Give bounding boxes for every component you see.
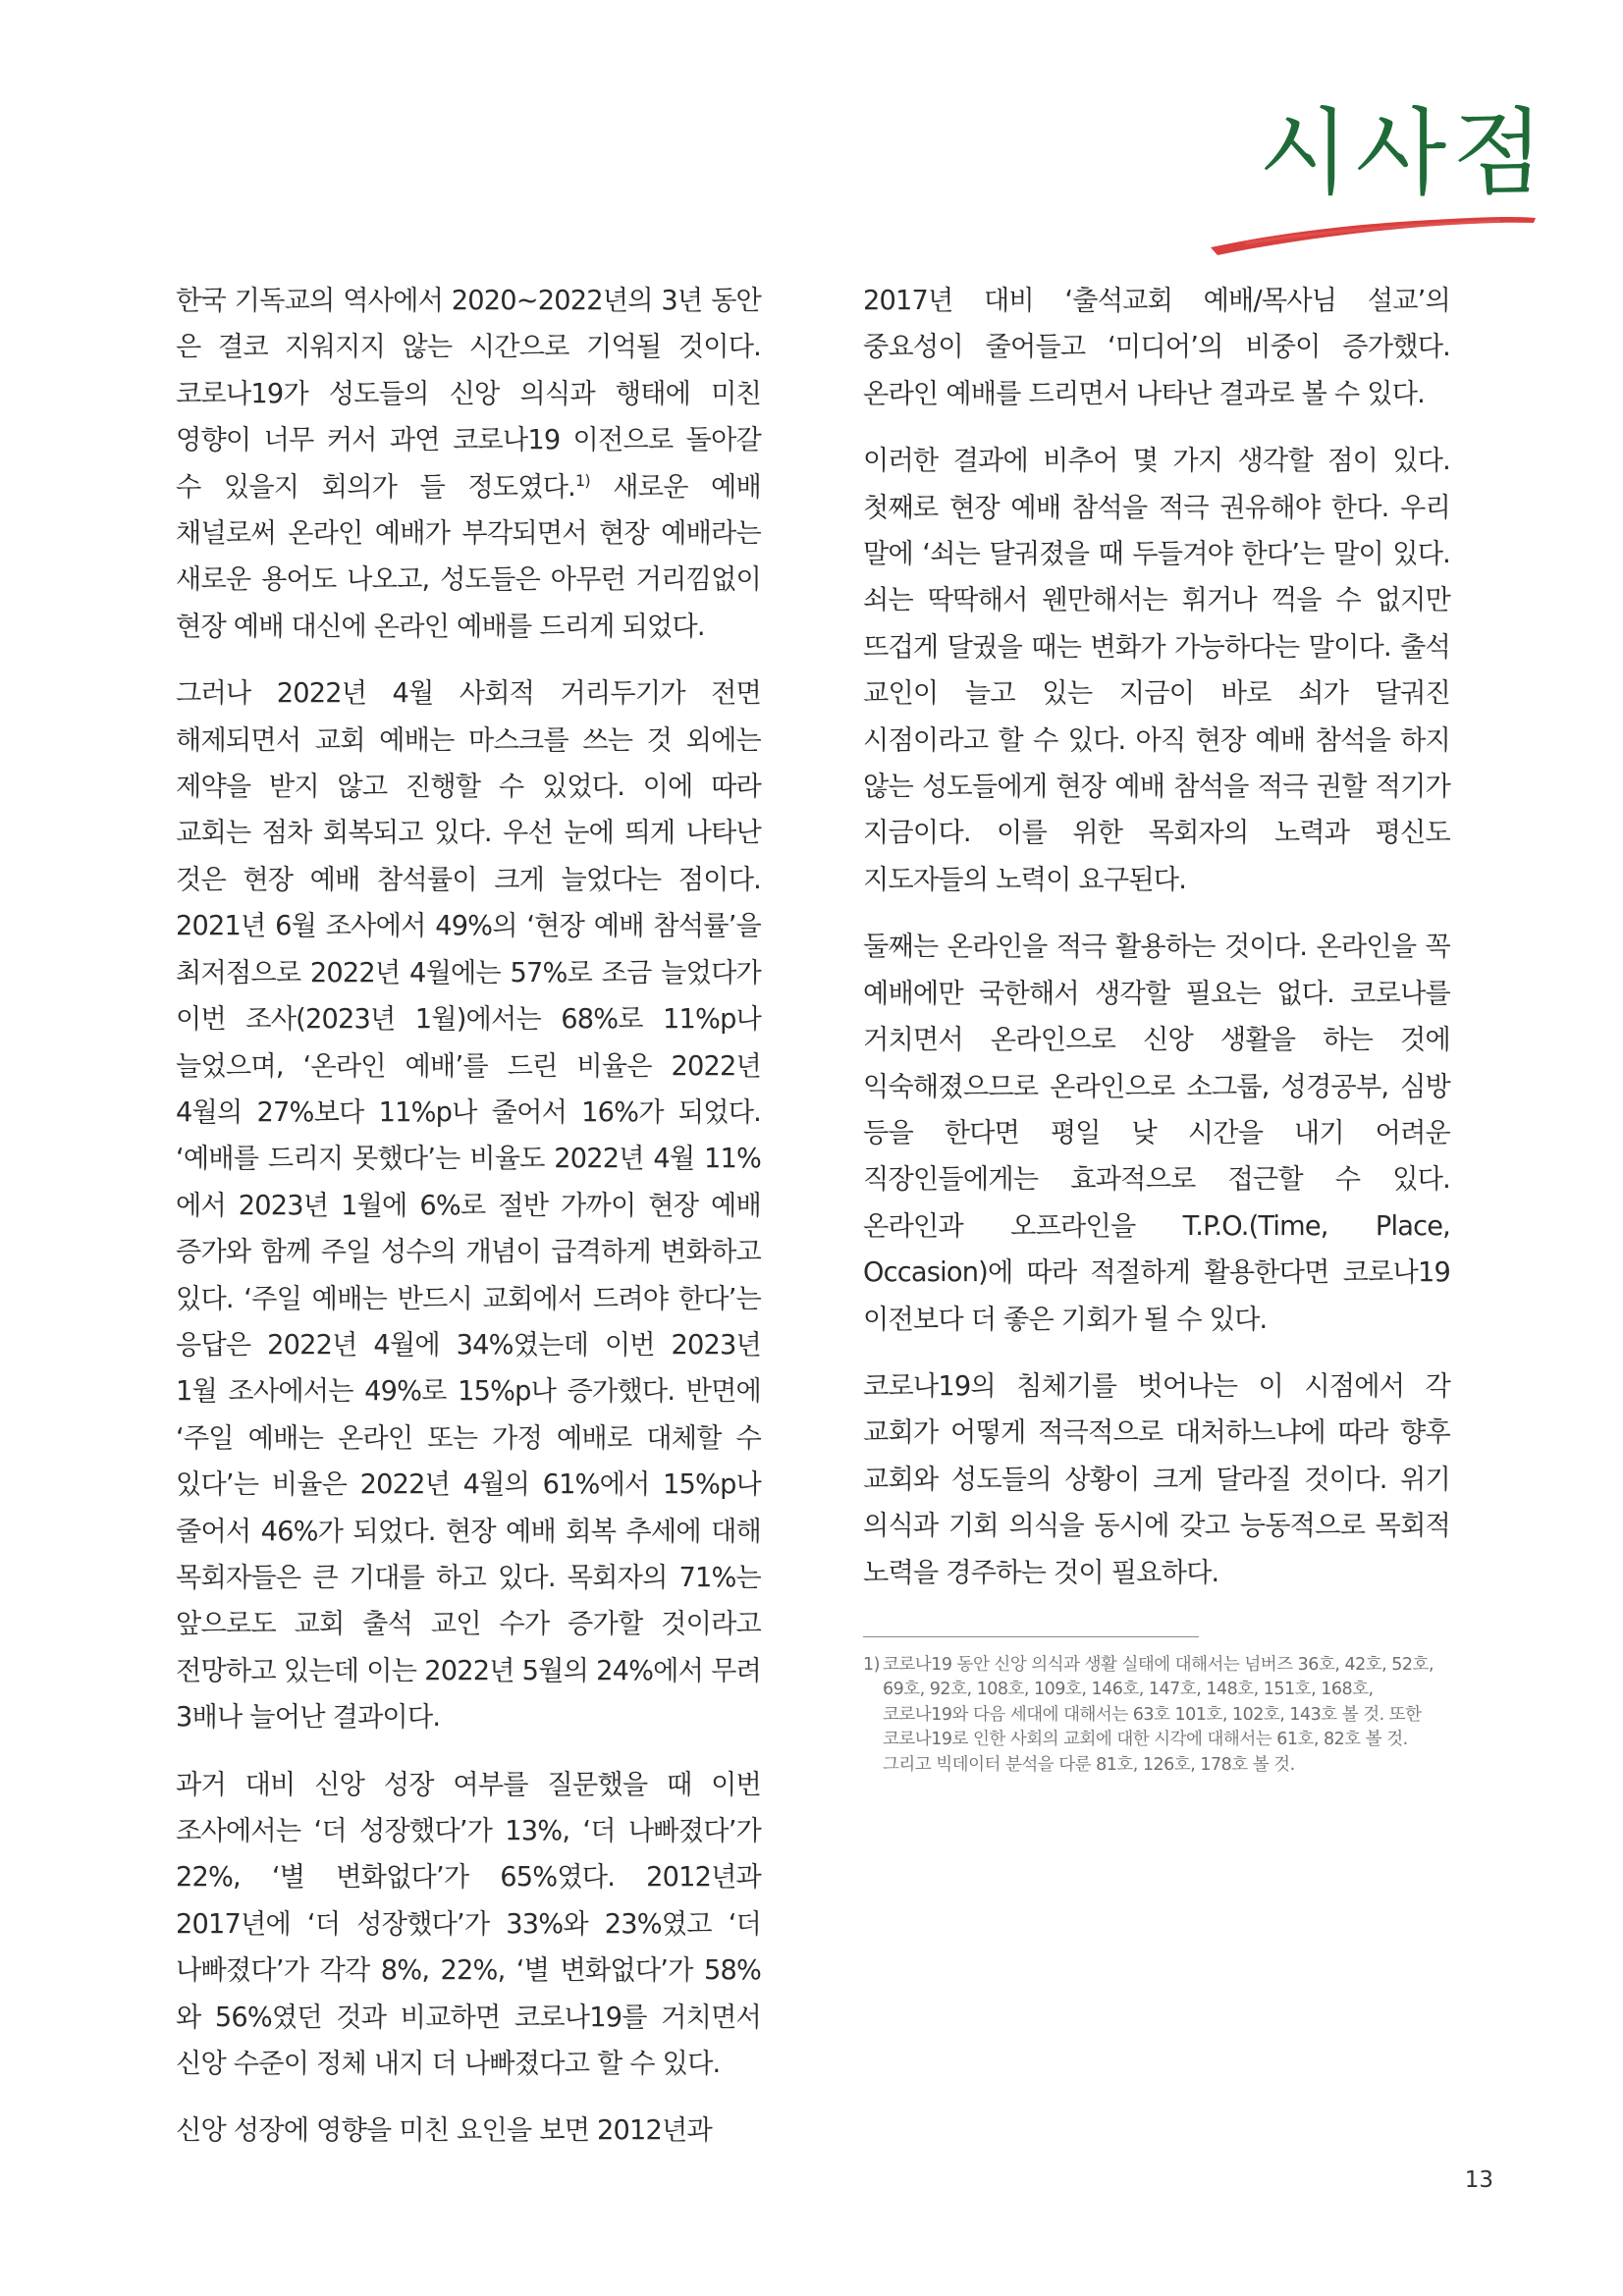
paragraph: 코로나19의 침체기를 벗어나는 이 시점에서 각 교회가 어떻게 적극적으로 대처하느냐에 따라 향후 교회와 성도들의 상황이 크게 달라질 것이다. 위기 의식과 기회 의식을 동시에 갖고 능동적으로 목회적 노력을 경주하는 것이 필요하다. [863,1370,1450,1588]
paragraph: 신앙 성장에 영향을 미친 요인을 보면 2012년과 [176,2115,712,2147]
footnote-divider [863,1636,1199,1637]
paragraph: 그러나 2022년 4월 사회적 거리두기가 전면 해제되면서 교회 예배는 마스크를 쓰는 것 외에는 제약을 받지 않고 진행할 수 있었다. 이에 따라 교회는 점차 회복되고 있다. 우선 눈에 띄게 나타난 것은 현장 예배 참석률이 크게 늘었다는 점이다. 2021년 6월 조사에서 49%의 ‘현장 예배 참석률’을 최저점으로 2022년 4월에는 57%로 조금 늘었다가 이번 조사(2023년 1월)에서는 68%로 11%p나 늘었으며, ‘온라인 예배’를 드린 비율은 2022년 4월의 27%보다 11%p나 줄어서 16%가 되었다. ‘예배를 드리지 못했다’는 비율도 2022년 4월 11%에서 2023년 1월에 6%로 절반 가까이 현장 예배 증가와 함께 주일 성수의 개념이 급격하게 변화하고 있다. ‘주일 예배는 반드시 교회에서 드려야 한다’는 응답은 2022년 4월에 34%였는데 이번 2023년 1월 조사에서는 49%로 15%p나 증가했다. 반면에 ‘주일 예배는 온라인 또는 가정 예배로 대체할 수 있다’는 비율은 2022년 4월의 61%에서 15%p나 줄어서 46%가 되었다. 현장 예배 회복 추세에 대해 목회자들은 큰 기대를 하고 있다. 목회자의 71%는 앞으로도 교회 출석 교인 수가 증가할 것이라고 전망하고 있는데 이는 2022년 5월의 24%에서 무려 3배나 늘어난 결과이다. [176,678,761,1734]
page-number: 13 [1464,2167,1493,2193]
paragraph: 둘째는 온라인을 적극 활용하는 것이다. 온라인을 꼭 예배에만 국한해서 생각할 필요는 없다. 코로나를 거치면서 온라인으로 신앙 생활을 하는 것에 익숙해졌으므로 온라인으로 소그룹, 성경공부, 심방 등을 한다면 평일 낮 시간을 내기 어려운 직장인들에게는 효과적으로 접근할 수 있다. 온라인과 오프라인을 T.P.O.(Time, Place, Occasion)에 따라 적절하게 활용한다면 코로나19 이전보다 더 좋은 기회가 될 수 있다. [863,932,1450,1335]
footnote-text: 코로나19 동안 신앙 의식과 생활 실태에 대해서는 넘버즈 36호, 42호, 52호, 69호, 92호, 108호, 109호, 146호, 147호, 148호, 151호, 168호, 코로나19와 다음 세대에 대해서는 63호 101호, 102호, 143호 볼 것. 또한 코로나19로 인한 사회의 교회에 대한 시각에 대해서는 61호, 82호 볼 것. 그리고 빅데이터 분석을 다룬 81호, 126호, 178호 볼 것. [883,1655,1434,1775]
footnote-reference[interactable]: 1) [575,470,590,490]
paragraph: 2017년 대비 ‘출석교회 예배/목사님 설교’의 중요성이 줄어들고 ‘미디어’의 비중이 증가했다. 온라인 예배를 드리면서 나타난 결과로 볼 수 있다. [863,286,1450,409]
right-column [863,278,1450,1617]
paragraph: 한국 기독교의 역사에서 2020~2022년의 3년 동안 은 결코 지워지지 않는 시간으로 기억될 것이다. 코로나19가 성도들의 신앙 의식과 행태에 미친 영향이 너무 커서 과연 코로나19 이전으로 돌아갈 수 있을지 회의가 들 정도였다.$^{1)}$ 새로운 예배 채널로써 온라인 예배가 부각되면서 현장 예배라는 새로운 용어도 나오고, 성도들은 아무런 거리낌없이 현장 예배 대신에 온라인 예배를 드리게 되었다. [176,286,761,642]
footnote-number: 1) [863,1655,880,1675]
footnote [863,1653,1452,1778]
left-column [176,278,761,2175]
paragraph: 과거 대비 신앙 성장 여부를 질문했을 때 이번 조사에서는 ‘더 성장했다’가 13%, ‘더 나빠졌다’가 22%, ‘별 변화없다’가 65%였다. 2012년과 2017년에 ‘더 성장했다’가 33%와 23%였고 ‘더 나빠졌다’가 각각 8%, 22%, ‘별 변화없다’가 58%와 56%였던 것과 비교하면 코로나19를 거치면서 신앙 수준이 정체 내지 더 나빠졌다고 할 수 있다. [176,1769,761,2080]
section-title: 시사점 [1258,98,1549,208]
red-brush-underline [1206,204,1540,263]
paragraph: 이러한 결과에 비추어 몇 가지 생각할 점이 있다. 첫째로 현장 예배 참석을 적극 권유해야 한다. 우리 말에 ‘쇠는 달궈졌을 때 두들겨야 한다’는 말이 있다. 쇠는 딱딱해서 웬만해서는 휘거나 꺽을 수 없지만 뜨겁게 달궜을 때는 변화가 가능하다는 말이다. 출석 교인이 늘고 있는 지금이 바로 쇠가 달궈진 시점이라고 할 수 있다. 아직 현장 예배 참석을 하지 않는 성도들에게 현장 예배 참석을 적극 권할 적기가 지금이다. 이를 위한 목회자의 노력과 평신도 지도자들의 노력이 요구된다. [863,446,1450,895]
